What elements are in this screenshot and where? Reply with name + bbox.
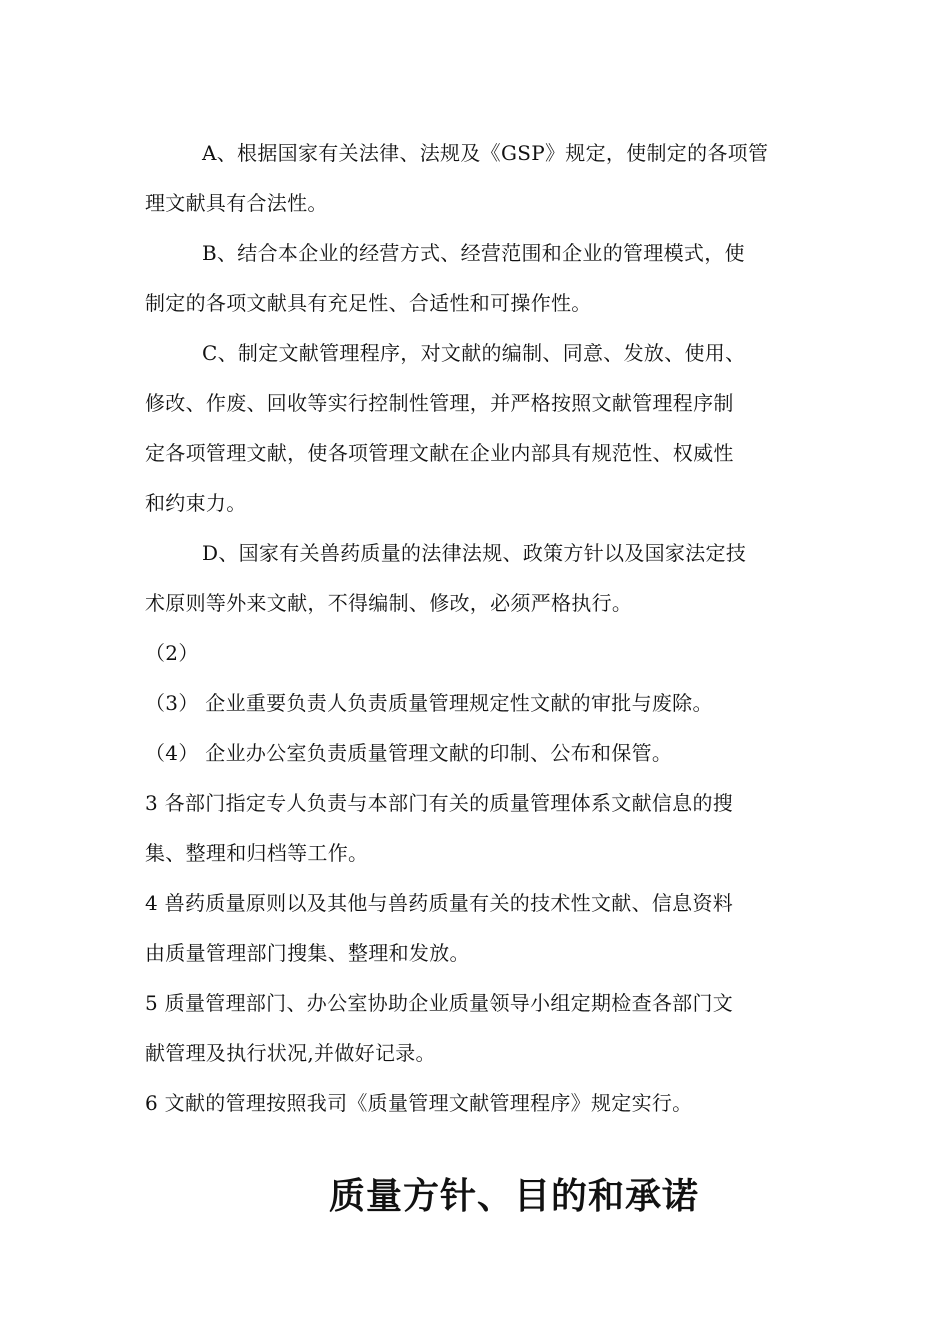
paragraph-c-line-2: 修改、作废、回收等实行控制性管理，并严格按照文献管理程序制 xyxy=(145,391,734,415)
section-title: 质量方针、目的和承诺 xyxy=(328,1175,699,1217)
clause-3-line-1: 3 各部门指定专人负责与本部门有关的质量管理体系文献信息的搜 xyxy=(145,791,734,815)
paragraph-b-line-2: 制定的各项文献具有充足性、合适性和可操作性。 xyxy=(145,291,592,315)
clause-5-line-2: 献管理及执行状况,并做好记录。 xyxy=(145,1041,436,1065)
document-body xyxy=(145,128,810,1128)
clause-4-line-1: 4 兽药质量原则以及其他与兽药质量有关的技术性文献、信息资料 xyxy=(145,891,734,915)
item-2: （2） xyxy=(145,641,199,665)
clause-5-line-1: 5 质量管理部门、办公室协助企业质量领导小组定期检查各部门文 xyxy=(145,991,734,1015)
paragraph-c-line-4: 和约束力。 xyxy=(145,491,247,515)
item-3: （3） 企业重要负责人负责质量管理规定性文献的审批与废除。 xyxy=(145,691,713,715)
paragraph-d-line-1: D、国家有关兽药质量的法律法规、政策方针以及国家法定技 xyxy=(202,541,747,565)
paragraph-a-line-2: 理文献具有合法性。 xyxy=(145,191,328,215)
paragraph-d-line-2: 术原则等外来文献，不得编制、修改，必须严格执行。 xyxy=(145,591,633,615)
paragraph-b-line-1: B、结合本企业的经营方式、经营范围和企业的管理模式，使 xyxy=(202,241,745,265)
clause-3-line-2: 集、整理和归档等工作。 xyxy=(145,841,369,865)
clause-6: 6 文献的管理按照我司《质量管理文献管理程序》规定实行。 xyxy=(145,1091,693,1115)
clause-4-line-2: 由质量管理部门搜集、整理和发放。 xyxy=(145,941,470,965)
paragraph-c-line-1: C、制定文献管理程序，对文献的编制、同意、发放、使用、 xyxy=(202,341,746,365)
item-4: （4） 企业办公室负责质量管理文献的印制、公布和保管。 xyxy=(145,741,673,765)
paragraph-a-line-1: A、根据国家有关法律、法规及《GSP》规定，使制定的各项管 xyxy=(202,141,769,165)
paragraph-c-line-3: 定各项管理文献，使各项管理文献在企业内部具有规范性、权威性 xyxy=(145,441,734,465)
